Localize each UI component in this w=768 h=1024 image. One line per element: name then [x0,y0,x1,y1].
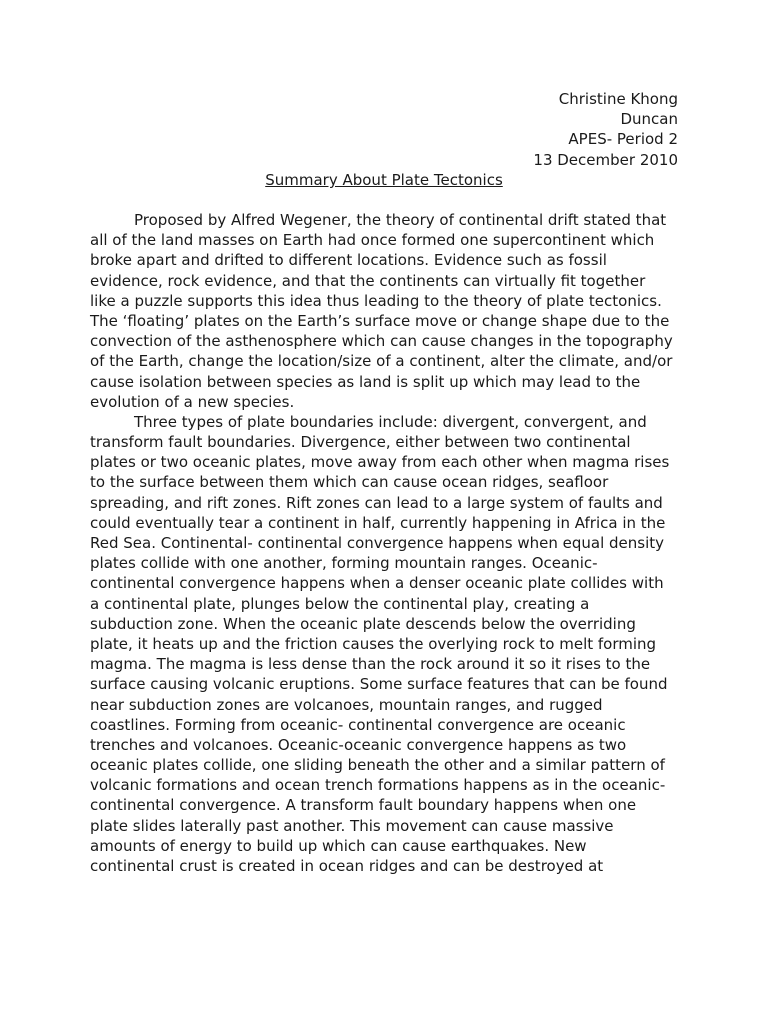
text-line: to the surface between them which can cause ocean ridges, seafloor [90,473,609,492]
body-text [90,210,680,876]
text-line: plates or two oceanic plates, move away from each other when magma rises [90,453,670,472]
author-name: Christine Khong [558,90,678,108]
text-line: could eventually tear a continent in half, currently happening in Africa in the [90,513,666,532]
text-line: continental convergence. A transform fault boundary happens when one [90,796,637,815]
text-line: plate, it heats up and the friction causes the overlying rock to melt forming [90,634,657,653]
text-line: a continental plate, plunges below the continental play, creating a [90,594,590,613]
text-line: trenches and volcanoes. Oceanic-oceanic convergence happens as two [90,735,627,754]
class-period: APES- Period 2 [568,130,678,149]
text-line: subduction zone. When the oceanic plate descends below the overriding [90,614,636,633]
text-line: all of the land masses on Earth had once formed one supercontinent which [90,231,655,250]
text-line: broke apart and drifted to different locations. Evidence such as fossil [90,251,607,270]
text-line: plate slides laterally past another. This movement can cause massive [90,816,614,835]
text-line: cause isolation between species as land is split up which may lead to the [90,372,641,391]
text-line: transform fault boundaries. Divergence, either between two continental [90,433,631,452]
document-date: 13 December 2010 [533,150,678,169]
document-title: Summary About Plate Tectonics [265,171,503,189]
text-line: plates collide with one another, forming mountain ranges. Oceanic- [90,554,598,573]
text-line: continental convergence happens when a denser oceanic plate collides with [90,574,664,593]
text-line: Three types of plate boundaries include: divergent, convergent, and [134,412,647,431]
text-line: The ‘floating’ plates on the Earth’s surface move or change shape due to the [90,311,670,330]
text-line: spreading, and rift zones. Rift zones can lead to a large system of faults and [90,493,663,512]
text-line: Red Sea. Continental- continental convergence happens when equal density [90,534,665,552]
text-line: oceanic plates collide, one sliding beneath the other and a similar pattern of [90,756,665,775]
text-line: near subduction zones are volcanoes, mountain ranges, and rugged [90,695,603,714]
text-line: of the Earth, change the location/size of a continent, alter the climate, and/or [90,352,673,371]
text-line: continental crust is created in ocean ridges and can be destroyed at [90,857,604,875]
text-line: Proposed by Alfred Wegener, the theory of continental drift stated that [134,211,667,229]
text-line: evidence, rock evidence, and that the continents can virtually fit together [90,271,646,290]
text-line: surface causing volcanic eruptions. Some surface features that can be found [90,675,668,694]
teacher-name: Duncan [620,110,678,129]
text-line: like a puzzle supports this idea thus leading to the theory of plate tectonics. [90,291,662,310]
text-line: volcanic formations and ocean trench formations happens as in the oceanic- [90,776,666,795]
text-line: magma. The magma is less dense than the rock around it so it rises to the [90,655,651,674]
text-line: amounts of energy to build up which can cause earthquakes. New [90,836,587,855]
text-line: evolution of a new species. [90,392,295,411]
header-block [533,89,678,170]
text-line: convection of the asthenosphere which can cause changes in the topography [90,332,673,351]
text-line: coastlines. Forming from oceanic- continental convergence are oceanic [90,715,626,734]
